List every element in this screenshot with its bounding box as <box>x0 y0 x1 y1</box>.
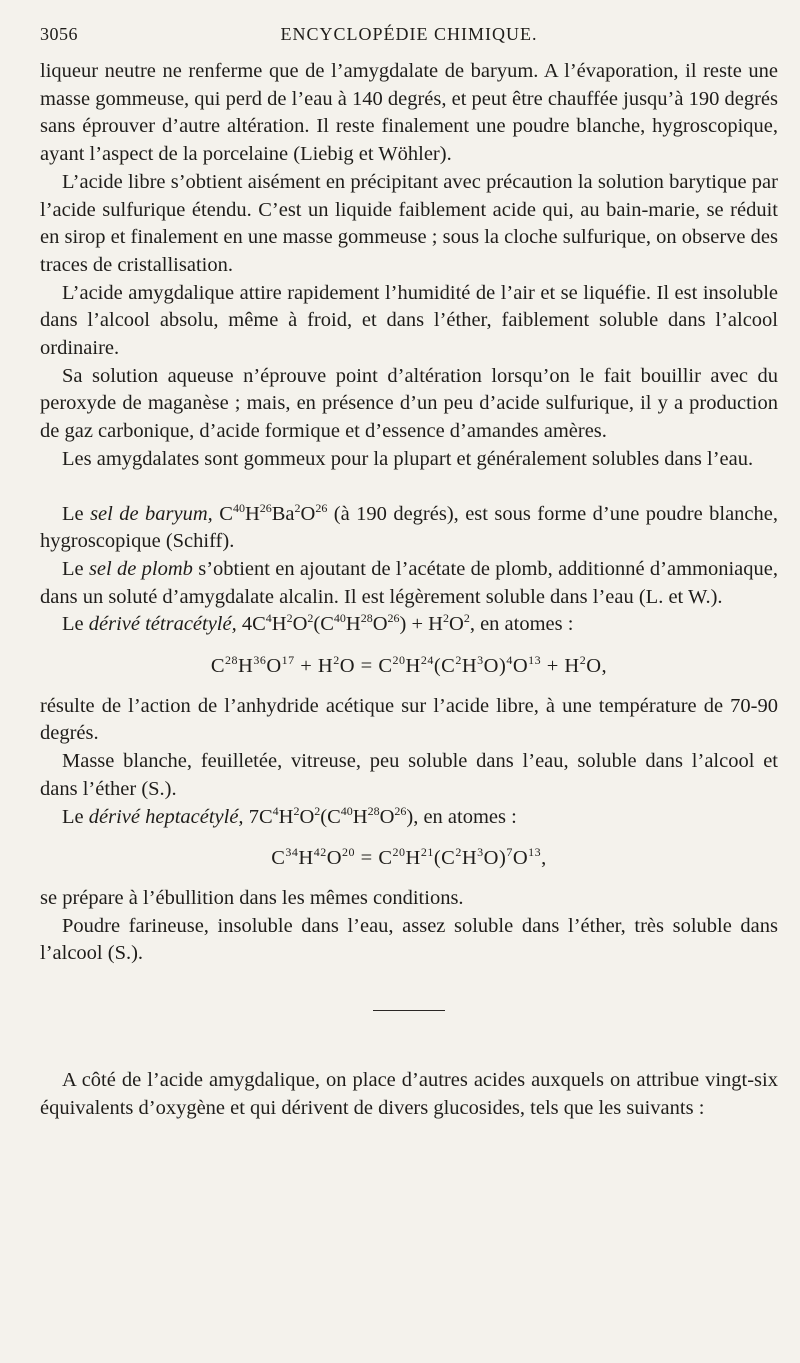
formula-inline: $4C^4H^2O^2(C^{40}H^{28}O^{26}) + H^2O^2$ <box>241 611 470 636</box>
formula-display-1: $C^{28}H^{36}O^{17} + H^2O = C^{20}H^{24}(C^2H^3O)^4O^{13} + H^2O$, <box>210 653 608 678</box>
text-run: s’obtient en ajoutant de l’acétate de plomb, additionné d’ammoniaque, dans un soluté d’amygdalate alcalin. Il est légèrement soluble dans l’eau (L. et W.). <box>40 557 779 608</box>
paragraph: L’acide amygdalique attire rapidement l’humidité de l’air et se liquéfie. Il est insoluble dans l’alcool absolu, même à froid, et dans l’éther, faiblement soluble dans l’alcool ordinaire. <box>40 281 778 360</box>
paragraph-sel-baryum <box>40 501 778 556</box>
paragraph-tetracetyle <box>40 611 778 639</box>
page-body <box>40 58 778 1123</box>
paragraph: liqueur neutre ne renferme que de l’amygdalate de baryum. A l’évaporation, il reste une masse gommeuse, qui perd de l’eau à 140 degrés, et peut être chauffée jusqu’à 190 degrés sans éprouver d’autre altération. Il reste finalement une poudre blanche, hygroscopique, ayant l’aspect de la porcelaine (Liebig et Wöhler). <box>40 60 778 166</box>
italic-term: dérivé heptacétylé, <box>88 805 244 828</box>
italic-term: sel de baryum, <box>90 502 213 525</box>
page-number: 3056 <box>40 24 78 44</box>
formula-inline: $C^{40}H^{26}Ba^2O^{26}$ <box>219 500 328 525</box>
formula-display-2: $C^{34}H^{42}O^{20} = C^{20}H^{21}(C^2H^3O)^7O^{13}$, <box>271 845 547 870</box>
text-run: , en atomes : <box>413 805 517 828</box>
paragraph: Masse blanche, feuilletée, vitreuse, peu soluble dans l’eau, soluble dans l’alcool et dans l’éther (S.). <box>40 750 778 800</box>
spacer <box>40 474 778 501</box>
paragraph: L’acide libre s’obtient aisément en précipitant avec précaution la solution barytique par l’acide sulfurique étendu. C’est un liquide faiblement acide qui, au bain-marie, se réduit en sirop et finalement en une masse gommeuse ; sous la cloche sulfurique, on observe des traces de cristallisation. <box>40 170 778 276</box>
italic-term: sel de plomb <box>88 557 193 580</box>
paragraph-sel-plomb <box>40 556 778 611</box>
text-run: Le <box>62 805 89 828</box>
formula-inline: $7C^4H^2O^2(C^{40}H^{28}O^{26})$ <box>248 803 414 828</box>
paragraph: se prépare à l’ébullition dans les mêmes conditions. <box>40 886 464 909</box>
text-run: Le <box>62 502 91 525</box>
paragraph: A côté de l’acide amygdalique, on place d’autres acides auxquels on attribue vingt-six équivalents d’oxygène et qui dérivent de divers glucosides, tels que les suivants : <box>40 1069 778 1119</box>
italic-term: dérivé tétracétylé, <box>88 613 237 636</box>
section-divider <box>373 1010 445 1011</box>
paragraph-heptacetyle <box>40 804 778 832</box>
paragraph: Sa solution aqueuse n’éprouve point d’altération lorsqu’on le fait bouillir avec du peroxyde de maganèse ; mais, en présence d’un peu d’acide sulfurique, il y a production de gaz carbonique, d’acide formique et d’essence d’amandes amères. <box>40 364 778 443</box>
paragraph: résulte de l’action de l’anhydride acétique sur l’acide libre, à une température de 70-90 degrés. <box>40 694 778 745</box>
text-run: Le <box>62 613 89 636</box>
paragraph: Les amygdalates sont gommeux pour la plupart et généralement solubles dans l’eau. <box>62 447 754 470</box>
text-run: , en atomes : <box>469 613 574 636</box>
text-run: (à 190 degrés), est sous forme d’une poudre blanche, hygroscopique (Schiff). <box>40 502 779 553</box>
running-title: ENCYCLOPÉDIE CHIMIQUE. <box>280 24 538 44</box>
paragraph: Poudre farineuse, insoluble dans l’eau, assez soluble dans l’éther, très soluble dans l’alcool (S.). <box>40 914 778 965</box>
page-header <box>40 24 778 54</box>
text-run: Le <box>62 557 89 580</box>
